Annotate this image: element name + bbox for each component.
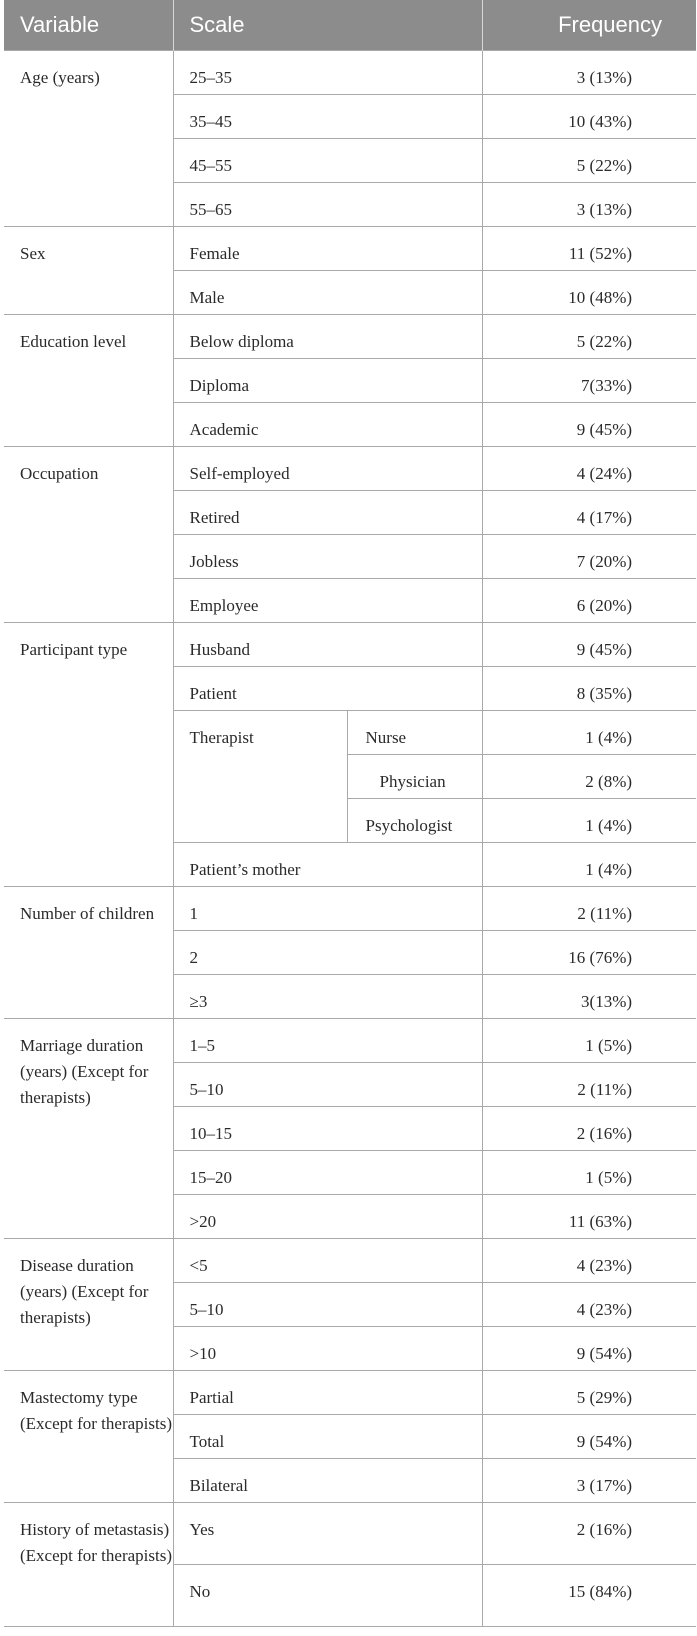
frequency-cell: 16 (76%) [482, 931, 696, 975]
frequency-cell: 6 (20%) [482, 579, 696, 623]
table-row [4, 447, 696, 491]
frequency-cell: 2 (11%) [482, 1063, 696, 1107]
scale-cell: 5–10 [173, 1063, 482, 1107]
variable-cell-children: Number of children [4, 887, 173, 1019]
table-row [4, 1371, 696, 1415]
scale-cell: Total [173, 1415, 482, 1459]
frequency-cell: 9 (45%) [482, 403, 696, 447]
scale-cell: Patient’s mother [173, 843, 482, 887]
scale-cell: Diploma [173, 359, 482, 403]
frequency-cell: 4 (23%) [482, 1239, 696, 1283]
table-row [4, 227, 696, 271]
table-row [4, 51, 696, 95]
scale-cell: Retired [173, 491, 482, 535]
scale-cell: >10 [173, 1327, 482, 1371]
frequency-cell: 1 (5%) [482, 1151, 696, 1195]
frequency-cell: 5 (22%) [482, 139, 696, 183]
scale-cell: Yes [173, 1503, 482, 1565]
scale-cell: Jobless [173, 535, 482, 579]
scale-cell: Partial [173, 1371, 482, 1415]
frequency-cell: 1 (5%) [482, 1019, 696, 1063]
frequency-cell: 3 (13%) [482, 183, 696, 227]
scale-cell: Below diploma [173, 315, 482, 359]
frequency-cell: 4 (23%) [482, 1283, 696, 1327]
frequency-cell: 10 (48%) [482, 271, 696, 315]
frequency-cell: 3 (13%) [482, 51, 696, 95]
frequency-cell: 2 (16%) [482, 1107, 696, 1151]
frequency-cell: 9 (54%) [482, 1327, 696, 1371]
frequency-cell: 15 (84%) [482, 1565, 696, 1627]
header-frequency: Frequency [482, 0, 696, 51]
scale-cell-therapist: Therapist [173, 711, 347, 843]
table-row [4, 1503, 696, 1565]
scale-cell: Employee [173, 579, 482, 623]
scale-cell: <5 [173, 1239, 482, 1283]
scale-cell: No [173, 1565, 482, 1627]
frequency-cell: 2 (8%) [482, 755, 696, 799]
variable-cell-metastasis: History of metastasis) (Except for therapists) [4, 1503, 173, 1627]
variable-cell-disease-duration: Disease duration (years) (Except for therapists) [4, 1239, 173, 1371]
frequency-cell: 4 (17%) [482, 491, 696, 535]
frequency-cell: 11 (52%) [482, 227, 696, 271]
frequency-cell: 9 (54%) [482, 1415, 696, 1459]
scale-cell: 1 [173, 887, 482, 931]
scale-cell: 55–65 [173, 183, 482, 227]
scale-cell: Husband [173, 623, 482, 667]
variable-cell-occupation: Occupation [4, 447, 173, 623]
scale-cell: >20 [173, 1195, 482, 1239]
variable-cell-participant-type: Participant type [4, 623, 173, 887]
frequency-cell: 1 (4%) [482, 799, 696, 843]
frequency-cell: 1 (4%) [482, 711, 696, 755]
scale-cell: 15–20 [173, 1151, 482, 1195]
scale-cell: Self-employed [173, 447, 482, 491]
scale-cell: 10–15 [173, 1107, 482, 1151]
scale-cell: 35–45 [173, 95, 482, 139]
table-row [4, 1019, 696, 1063]
table-row [4, 887, 696, 931]
frequency-cell: 2 (16%) [482, 1503, 696, 1565]
frequency-cell: 5 (29%) [482, 1371, 696, 1415]
frequency-cell: 3(13%) [482, 975, 696, 1019]
variable-cell-education: Education level [4, 315, 173, 447]
frequency-cell: 11 (63%) [482, 1195, 696, 1239]
scale-cell: 25–35 [173, 51, 482, 95]
scale-cell: ≥3 [173, 975, 482, 1019]
table-row [4, 623, 696, 667]
scale-cell: 45–55 [173, 139, 482, 183]
subscale-cell: Psychologist [347, 799, 482, 843]
frequency-cell: 8 (35%) [482, 667, 696, 711]
scale-cell: Academic [173, 403, 482, 447]
frequency-cell: 3 (17%) [482, 1459, 696, 1503]
scale-cell: Female [173, 227, 482, 271]
variable-cell-sex: Sex [4, 227, 173, 315]
subscale-cell: Physician [347, 755, 482, 799]
frequency-cell: 2 (11%) [482, 887, 696, 931]
frequency-cell: 1 (4%) [482, 843, 696, 887]
scale-cell: 2 [173, 931, 482, 975]
demographics-table [4, 0, 696, 1627]
scale-cell: 5–10 [173, 1283, 482, 1327]
scale-cell: 1–5 [173, 1019, 482, 1063]
table-row [4, 315, 696, 359]
frequency-cell: 9 (45%) [482, 623, 696, 667]
frequency-cell: 4 (24%) [482, 447, 696, 491]
variable-cell-marriage-duration: Marriage duration (years) (Except for therapists) [4, 1019, 173, 1239]
header-scale: Scale [173, 0, 482, 51]
scale-cell: Bilateral [173, 1459, 482, 1503]
frequency-cell: 7 (20%) [482, 535, 696, 579]
frequency-cell: 10 (43%) [482, 95, 696, 139]
frequency-cell: 5 (22%) [482, 315, 696, 359]
variable-cell-mastectomy-type: Mastectomy type (Except for therapists) [4, 1371, 173, 1503]
subscale-cell: Nurse [347, 711, 482, 755]
scale-cell: Male [173, 271, 482, 315]
frequency-cell: 7(33%) [482, 359, 696, 403]
table-header-row [4, 0, 696, 51]
table-row [4, 1239, 696, 1283]
variable-cell-age: Age (years) [4, 51, 173, 227]
scale-cell: Patient [173, 667, 482, 711]
header-variable: Variable [4, 0, 173, 51]
